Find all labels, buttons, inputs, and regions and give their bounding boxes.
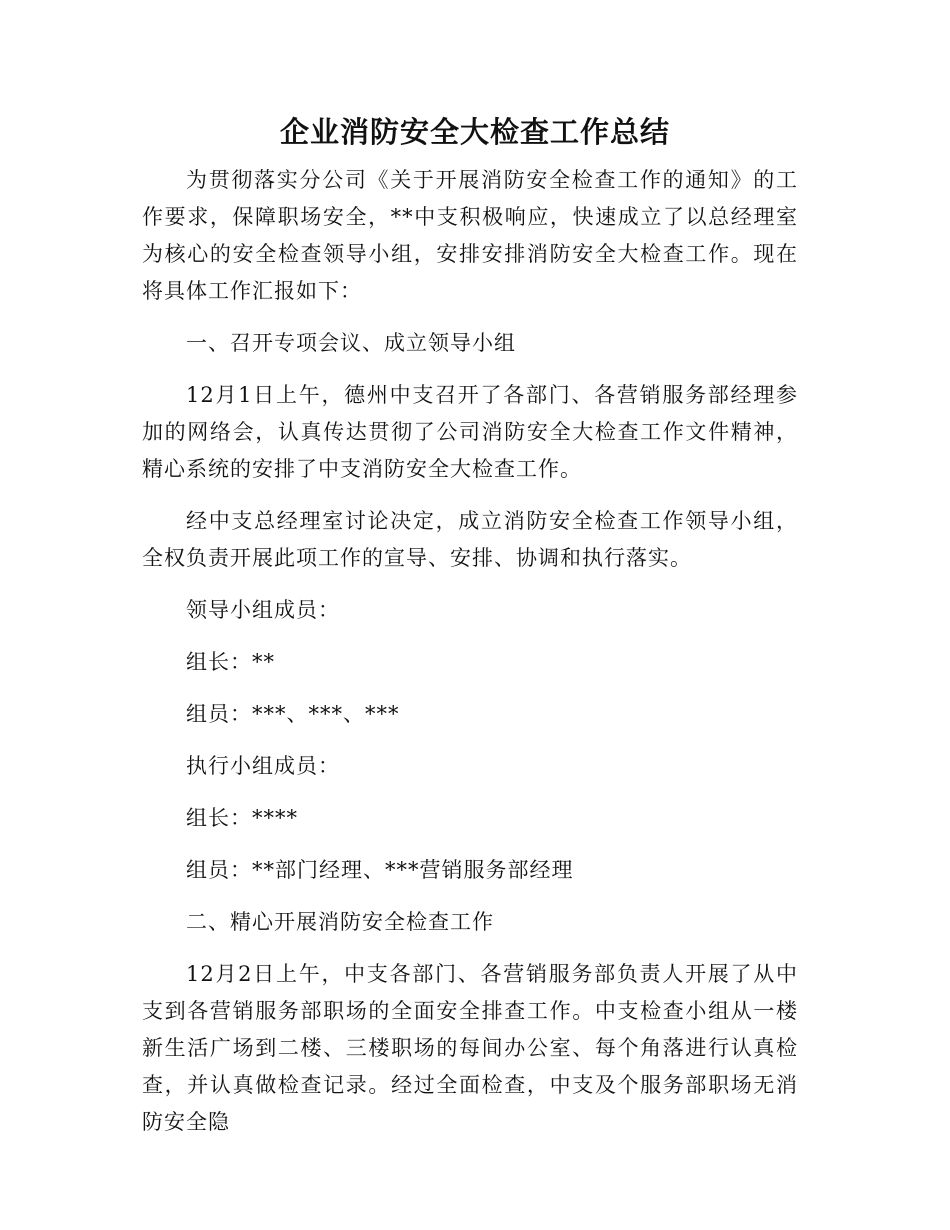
leadership-group-members: 组员：***、***、*** <box>186 702 400 726</box>
section-heading-2: 二、精心开展消防安全检查工作 <box>186 910 494 934</box>
decision-paragraph: 经中支总经理室讨论决定，成立消防安全检查工作领导小组，全权负责开展此项工作的宣导、安排、协调和执行落实。 <box>142 509 798 570</box>
meeting-paragraph: 12月1日上午，德州中支召开了各部门、各营销服务部经理参加的网络会，认真传达贯彻了公司消防安全大检查工作文件精神，精心系统的安排了中支消防安全大检查工作。 <box>142 383 798 481</box>
leadership-group-label: 领导小组成员： <box>186 598 340 622</box>
document-body <box>142 162 798 1156</box>
document-title: 企业消防安全大检查工作总结 <box>279 115 670 149</box>
execution-group-leader: 组长：**** <box>186 806 298 830</box>
intro-paragraph: 为贯彻落实分公司《关于开展消防安全检查工作的通知》的工作要求，保障职场安全，**中支积极响应，快速成立了以总经理室为核心的安全检查领导小组，安排安排消防安全大检查工作。现在将具体工作汇报如下： <box>142 168 798 303</box>
leadership-group-leader: 组长：** <box>186 650 275 674</box>
execution-group-label: 执行小组成员： <box>186 754 340 778</box>
execution-group-members: 组员：**部门经理、***营销服务部经理 <box>186 858 574 882</box>
section-heading-1: 一、召开专项会议、成立领导小组 <box>186 331 516 355</box>
inspection-paragraph: 12月2日上午，中支各部门、各营销服务部负责人开展了从中支到各营销服务部职场的全面安全排查工作。中支检查小组从一楼新生活广场到二楼、三楼职场的每间办公室、每个角落进行认真检查，并认真做检查记录。经过全面检查，中支及个服务部职场无消防安全隐 <box>142 962 798 1134</box>
